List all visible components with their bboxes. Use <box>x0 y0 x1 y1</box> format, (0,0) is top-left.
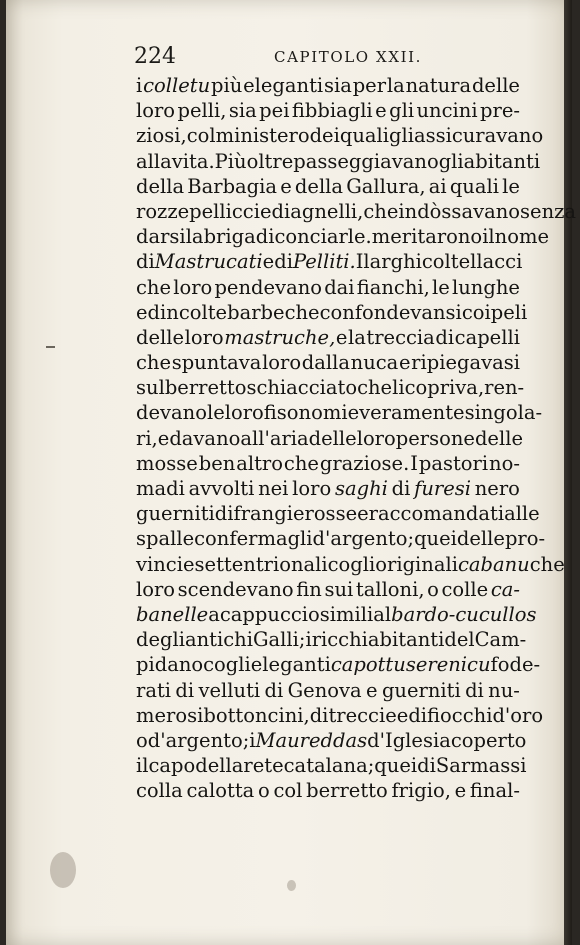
word: le <box>502 174 520 198</box>
italic-word: banelle <box>136 602 209 626</box>
text-line <box>136 552 565 577</box>
word: lunghe <box>452 275 520 299</box>
word: barbe <box>227 300 285 324</box>
italic-word: bardo-cucullos <box>391 602 537 626</box>
word: le <box>432 275 450 299</box>
word: I <box>355 250 364 274</box>
text-line <box>136 249 523 274</box>
word: delle <box>308 426 357 450</box>
word: coi <box>461 300 491 324</box>
word: col <box>186 124 216 148</box>
word: o <box>258 779 270 803</box>
word: singola- <box>464 401 543 425</box>
word: persone <box>395 426 475 450</box>
word: colla <box>136 779 183 803</box>
word: che <box>363 199 399 223</box>
word: di <box>271 199 291 223</box>
word: d'argento; <box>147 728 250 752</box>
word: cappuccio <box>219 602 320 626</box>
word: nu- <box>488 678 520 702</box>
word: col <box>273 779 303 803</box>
word: nei <box>258 477 289 500</box>
word: i <box>136 74 143 97</box>
text-line <box>136 73 520 98</box>
word: ren- <box>484 376 525 400</box>
word: ed <box>136 300 161 324</box>
margin-mark <box>46 346 55 348</box>
word: pastori <box>418 451 489 475</box>
text-line <box>136 174 520 199</box>
word: loro <box>262 351 302 375</box>
word: gli <box>438 149 464 173</box>
word: passeggiavano <box>293 149 439 173</box>
word: e <box>262 250 275 274</box>
word: abitanti <box>463 149 541 173</box>
word: simili <box>319 602 374 626</box>
word: di <box>465 678 484 702</box>
word: veramente <box>359 401 465 425</box>
paper-stain <box>50 852 76 888</box>
page-edge-shadow <box>564 0 572 945</box>
word: di <box>136 250 155 274</box>
text-line <box>136 652 541 677</box>
word: frigio, <box>391 779 451 803</box>
word: dai <box>324 275 355 299</box>
word: abitanti <box>367 628 445 652</box>
word: vincie <box>136 552 195 576</box>
word: fisonomie <box>263 401 360 425</box>
word: e <box>335 325 348 349</box>
word: fianchi, <box>356 275 430 299</box>
word: assicuravano <box>413 124 544 148</box>
word: d'Iglesia <box>367 728 451 752</box>
word: Gallura, <box>346 174 426 198</box>
text-line <box>136 778 520 803</box>
word: catalana; <box>283 754 375 778</box>
word: capelli <box>454 325 520 349</box>
text-line <box>136 375 525 400</box>
word: velluti <box>198 678 261 702</box>
word: che <box>136 351 172 375</box>
text-line <box>136 451 520 476</box>
word: uncini <box>416 99 478 123</box>
text-line <box>136 400 543 425</box>
word: nuca <box>350 351 399 375</box>
word: pelli, <box>177 99 227 123</box>
text-line <box>136 627 527 652</box>
word: di <box>417 754 436 778</box>
word: cogli <box>203 653 251 677</box>
word: mosse <box>136 451 198 475</box>
word: o <box>427 577 439 601</box>
word: il <box>482 225 495 249</box>
text-line <box>136 753 527 778</box>
word: vita. <box>171 149 215 173</box>
text-line <box>136 703 544 728</box>
word: indòssavano <box>398 199 521 223</box>
word: nero <box>474 477 520 500</box>
word: pre- <box>480 99 520 123</box>
word: di <box>264 678 284 702</box>
word: pendevano <box>214 275 322 299</box>
italic-word: Mastrucati <box>154 250 263 274</box>
word: colle <box>441 577 489 601</box>
text-line <box>136 149 541 174</box>
italic-word: colletu <box>143 74 211 97</box>
word: d'oro <box>492 703 544 727</box>
word: loro <box>356 426 396 450</box>
page-number: 224 <box>134 44 176 69</box>
text-line <box>136 426 523 451</box>
italic-word: furesi <box>414 477 471 500</box>
word: larghi <box>363 250 422 274</box>
word: calotta <box>186 779 255 803</box>
word: fibbiagli <box>291 99 373 123</box>
word: dalla <box>301 351 350 375</box>
text-line <box>136 224 550 249</box>
word: delle <box>474 426 523 450</box>
word: devano <box>136 401 207 425</box>
word: delle <box>456 527 505 551</box>
word: delle <box>471 74 520 97</box>
word: sui <box>324 577 354 601</box>
word: che <box>136 275 172 299</box>
word: della <box>195 754 244 778</box>
text-line <box>136 98 520 123</box>
word: Genova <box>287 678 362 702</box>
book-page <box>6 0 577 945</box>
running-header <box>134 40 520 74</box>
word: della <box>294 174 344 198</box>
word: loro <box>173 275 213 299</box>
text-line <box>136 526 546 551</box>
text-line <box>136 602 537 627</box>
word: ben <box>198 451 236 475</box>
word: ziosi, <box>136 124 187 148</box>
word: quei <box>414 527 457 551</box>
word: I <box>410 451 418 475</box>
word: alle <box>504 502 540 526</box>
word: il <box>136 754 149 778</box>
italic-word: mastruche, <box>224 325 336 349</box>
word: no- <box>489 451 520 475</box>
italic-word: Pelliti. <box>292 250 356 274</box>
word: ai <box>428 174 447 198</box>
text-line <box>136 577 520 602</box>
word: e <box>375 99 387 123</box>
text-line <box>136 275 520 300</box>
word: berretto <box>164 376 247 400</box>
word: senza <box>520 199 577 223</box>
word: natura <box>405 74 472 97</box>
word: di <box>214 502 234 526</box>
word: di <box>309 703 329 727</box>
word: ri, <box>136 426 158 450</box>
word: le <box>206 401 225 425</box>
word: scendevano <box>177 577 294 601</box>
text-line <box>136 325 520 350</box>
word: treccia <box>366 325 435 349</box>
word: peli <box>490 300 528 324</box>
word: di <box>175 678 195 702</box>
word: sul <box>136 376 165 400</box>
word: gli <box>389 99 415 123</box>
word: rati <box>136 678 172 702</box>
paper-stain-small <box>287 880 296 891</box>
word: pelliccie <box>189 199 272 223</box>
word: sia <box>323 74 352 97</box>
word: agnelli, <box>290 199 364 223</box>
word: loro <box>136 577 176 601</box>
word: e <box>357 502 369 526</box>
word: rozze <box>136 199 190 223</box>
text-line <box>136 678 520 703</box>
word: capo <box>148 754 196 778</box>
word: darsi <box>136 225 186 249</box>
word: al <box>373 602 392 626</box>
word: nome <box>494 225 550 249</box>
word: a <box>208 602 220 626</box>
word: altro <box>236 451 283 475</box>
word: madi <box>136 477 185 500</box>
chapter-title: CAPITOLO XXII. <box>274 48 423 66</box>
word: fin <box>296 577 322 601</box>
word: guerniti <box>381 678 461 702</box>
word: che <box>529 552 565 576</box>
word: degli <box>136 628 185 652</box>
word: e <box>454 779 467 803</box>
word: quali <box>449 174 499 198</box>
word: la <box>185 225 204 249</box>
word: i <box>249 728 256 752</box>
text-line <box>136 350 520 375</box>
word: Barbagia <box>187 174 278 198</box>
word: talloni, <box>355 577 425 601</box>
word: bottoncini, <box>203 703 310 727</box>
word: Più <box>214 149 247 173</box>
word: delle <box>136 325 185 349</box>
word: davano <box>169 426 241 450</box>
word: pidano <box>136 653 204 677</box>
word: e <box>280 174 292 198</box>
word: alla <box>136 149 172 173</box>
word: li <box>392 376 405 400</box>
text-line <box>136 199 577 224</box>
text-line <box>136 300 528 325</box>
word: loro <box>224 401 264 425</box>
word: della <box>136 174 185 198</box>
body-text <box>136 73 577 803</box>
word: eleganti <box>243 74 324 97</box>
italic-word: serenicu <box>405 653 491 677</box>
text-line <box>136 501 540 526</box>
word: frangie <box>233 502 305 526</box>
italic-word: Maureddas <box>255 728 368 752</box>
word: la <box>347 325 366 349</box>
word: e <box>396 703 409 727</box>
word: copriva, <box>404 376 485 400</box>
word: cogli <box>327 552 376 576</box>
text-line <box>136 123 544 148</box>
word: o <box>136 728 148 752</box>
word: con <box>194 527 230 551</box>
word: di <box>435 325 455 349</box>
word: di <box>255 225 275 249</box>
word: briga <box>203 225 256 249</box>
word: fermagli <box>229 527 313 551</box>
word: treccie <box>328 703 397 727</box>
word: loro <box>292 477 332 500</box>
word: di <box>274 250 293 274</box>
word: fiocchi <box>427 703 493 727</box>
word: settentrionali <box>194 552 328 576</box>
word: ripiegavasi <box>411 351 520 375</box>
word: final- <box>469 779 520 803</box>
word: Sarmassi <box>435 754 527 778</box>
word: oltre <box>246 149 294 173</box>
word: merosi <box>136 703 204 727</box>
word: guerniti <box>136 502 215 526</box>
word: eleganti <box>250 653 331 677</box>
word: rete <box>243 754 284 778</box>
italic-word: ca- <box>490 577 520 601</box>
word: rosse <box>304 502 358 526</box>
word: e <box>366 678 378 702</box>
word: spalle <box>136 527 195 551</box>
word: Galli; <box>252 628 306 652</box>
word: di <box>408 703 428 727</box>
word: per <box>352 74 387 97</box>
word: che <box>357 376 393 400</box>
word: fode- <box>490 653 541 677</box>
word: loro <box>136 99 176 123</box>
word: berretto <box>306 779 388 803</box>
word: conciarle. <box>274 225 372 249</box>
word: gli <box>388 124 414 148</box>
word: del <box>444 628 475 652</box>
word: pei <box>259 99 290 123</box>
word: che <box>284 300 320 324</box>
word: di <box>391 477 411 500</box>
word: all'aria <box>240 426 309 450</box>
word: loro <box>184 325 224 349</box>
word: la <box>386 74 405 97</box>
word: Cam- <box>474 628 527 652</box>
word: coperto <box>450 728 527 752</box>
word: raccomandati <box>368 502 505 526</box>
word: più <box>210 74 243 97</box>
word: confondevansi <box>319 300 462 324</box>
word: originali <box>375 552 458 576</box>
word: ministero <box>215 124 310 148</box>
word: ricchi <box>311 628 368 652</box>
word: coltellacci <box>421 250 523 274</box>
text-line <box>136 476 520 501</box>
word: meritarono <box>371 225 483 249</box>
italic-word: capottu <box>330 653 406 677</box>
word: e <box>398 351 411 375</box>
text-line <box>136 728 527 753</box>
word: quei <box>374 754 418 778</box>
word: schiacciato <box>246 376 358 400</box>
word: pro- <box>504 527 546 551</box>
word: che <box>283 451 319 475</box>
word: i <box>305 628 312 652</box>
italic-word: cabanu <box>457 552 530 576</box>
word: dei <box>309 124 340 148</box>
word: sia <box>228 99 257 123</box>
word: graziose. <box>319 451 410 475</box>
word: spuntava <box>171 351 262 375</box>
word: antichi <box>184 628 253 652</box>
word: e <box>157 426 170 450</box>
word: avvolti <box>188 477 255 500</box>
word: quali <box>339 124 389 148</box>
word: incolte <box>160 300 228 324</box>
italic-word: saghi <box>334 477 388 500</box>
word: d'argento; <box>312 527 415 551</box>
